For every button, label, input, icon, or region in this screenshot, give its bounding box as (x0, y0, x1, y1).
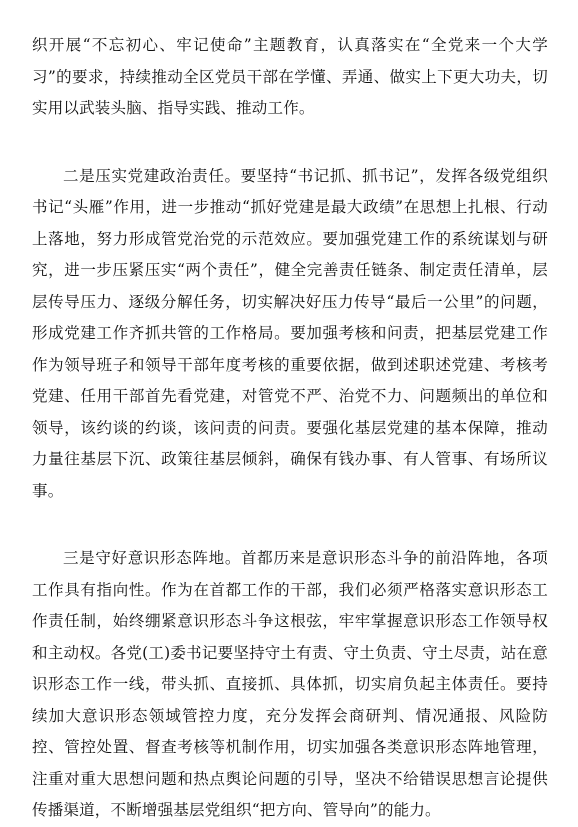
paragraph-continuation: 织开展“不忘初心、牢记使命”主题教育，认真落实在“全党来一个大学习”的要求，持续推动全区党员干部在学懂、弄通、做实上下更大功夫，切实用以武装头脑、指导实践、推动工作。 (32, 36, 548, 117)
document-page (32, 30, 548, 827)
paragraph-ideology-front: 三是守好意识形态阵地。首都历来是意识形态斗争的前沿阵地，各项工作具有指向性。作为在首都工作的干部，我们必须严格落实意识形态工作责任制，始终绷紧意识形态斗争这根弦，牢牢掌握意识形态工作领导权和主动权。各党(工)委书记要坚持守土有责、守土负责、守土尽责，站在意识形态工作一线，带头抓、直接抓、具体抓，切实肩负起主体责任。要持续加大意识形态领域管控力度，充分发挥会商研判、情况通报、风险防控、管控处置、督查考核等机制作用，切实加强各类意识形态阵地管理，注重对重大思想问题和热点舆论问题的引导，坚决不给错误思想言论提供传播渠道，不断增强基层党组织“把方向、管导向”的能力。 (32, 549, 548, 819)
paragraph-party-building-responsibility: 二是压实党建政治责任。要坚持“书记抓、抓书记”，发挥各级党组织书记“头雁”作用，进一步推动“抓好党建是最大政绩”在思想上扎根、行动上落地，努力形成管党治党的示范效应。要加强党建工作的系统谋划与研究，进一步压紧压实“两个责任”，健全完善责任链条、制定责任清单，层层传导压力、逐级分解任务，切实解决好压力传导“最后一公里”的问题，形成党建工作齐抓共管的工作格局。要加强考核和问责，把基层党建工作作为领导班子和领导干部年度考核的重要依据，做到述职述党建、考核考党建、任用干部首先看党建，对管党不严、治党不力、问题频出的单位和领导，该约谈的约谈，该问责的问责。要强化基层党建的基本保障，推动力量往基层下沉、政策往基层倾斜，确保有钱办事、有人管事、有场所议事。 (32, 166, 548, 500)
